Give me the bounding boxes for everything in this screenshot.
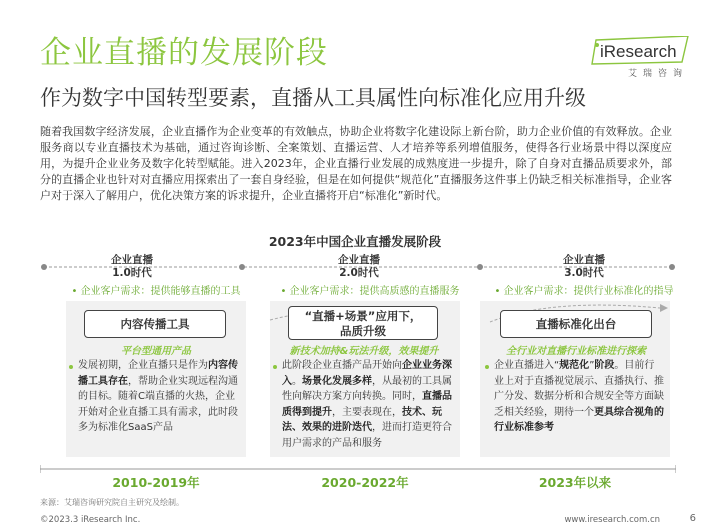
stage-desc-3: 企业直播进入“规范化”阶段。目前行业上对于直播视觉展示、直播执行、推广分发、数据分析和合规安全等方面缺乏相关经验，期待一个更具综合视角的行业标准参考 bbox=[494, 360, 664, 433]
stage-box-3: 直播标准化出台 bbox=[500, 310, 652, 338]
year-label-3: 2023年以来 bbox=[538, 475, 612, 490]
footer-url: www.iresearch.com.cn bbox=[564, 515, 660, 525]
diagram-title: 2023年中国企业直播发展阶段 bbox=[268, 234, 442, 249]
customer-need-1: • 企业客户需求：提供能够直播的工具 bbox=[71, 286, 241, 297]
logo-text: iResearch bbox=[600, 42, 677, 61]
stage-box-1: 内容传播工具 bbox=[84, 310, 226, 338]
year-label-1: 2010-2019年 bbox=[112, 475, 200, 490]
stage-box-2: “直播+场景”应用下， 品质升级 bbox=[288, 306, 438, 340]
page-title: 企业直播的发展阶段 bbox=[40, 35, 328, 71]
era-label-3: 企业直播 3.0时代 bbox=[563, 254, 605, 279]
stage-slogan-1: 平台型通用产品 bbox=[121, 346, 191, 357]
stage-desc-2: 此阶段企业直播产品开始向企业业务深入。场景化发展多样，从最初的工具属性向解决方案方向转换。同时，直播品质得到提升，主要表现在，技术、玩法、效果的进阶迭代，进而打造更符合用户需求的产品和服务 bbox=[282, 360, 452, 449]
era-label-1: 企业直播 1.0时代 bbox=[111, 254, 153, 279]
year-label-2: 2020-2022年 bbox=[321, 475, 409, 490]
source-note: 来源：艾瑞咨询研究院自主研究及绘制。 bbox=[40, 498, 184, 507]
logo-cn: 艾瑞咨询 bbox=[628, 69, 689, 79]
bullet-dot bbox=[69, 365, 73, 369]
page-subtitle: 作为数字中国转型要素，直播从工具属性向标准化应用升级 bbox=[40, 86, 586, 110]
intro-paragraph: 随着我国数字经济发展，企业直播作为企业变革的有效触点，协助企业将数字化建设际上新台阶，助力企业价值的有效释放。企业服务商以专业直播技术为基础，通过咨询诊断、全案策划、直播运营、人才培养等系列增值服务，使得各行业场景中得以深度应用，为提升企业业务及数字化转型赋能。进入2023年，企业直播行业发展的成熟度进一步提升，除了自身对直播品质要求外，部分的直播企业也针对对直播应用探索出了一套自身经验，但是在如何提供“规范化”直播服务这件事上仍缺乏相关标准指导，企业客户对于深入了解用户，优化决策方案的诉求提升，企业直播将开启“标准化”新时代。 bbox=[40, 125, 672, 202]
stage-slogan-2: 新技术加持&玩法升级，效果提升 bbox=[289, 346, 439, 357]
bullet-dot bbox=[273, 365, 277, 369]
customer-need-2: • 企业客户需求：提供高质感的直播服务 bbox=[280, 286, 460, 297]
stage-slogan-3: 全行业对直播行业标准进行探索 bbox=[506, 346, 646, 357]
page-number: 6 bbox=[689, 513, 696, 524]
customer-need-3: • 企业客户需求：提供行业标准化的指导 bbox=[494, 286, 674, 297]
era-label-2: 企业直播 2.0时代 bbox=[338, 254, 380, 279]
footer-copyright: ©2023.3 iResearch Inc. bbox=[40, 515, 141, 525]
iresearch-logo bbox=[590, 36, 690, 82]
stage-desc-1: 发展初期，企业直播只是作为内容传播工具存在，帮助企业实现远程沟通的目标。随着C端直播的火热，企业开始对企业直播工具有需求，此时段多为标准化SaaS产品 bbox=[78, 360, 238, 433]
bullet-dot bbox=[485, 365, 489, 369]
